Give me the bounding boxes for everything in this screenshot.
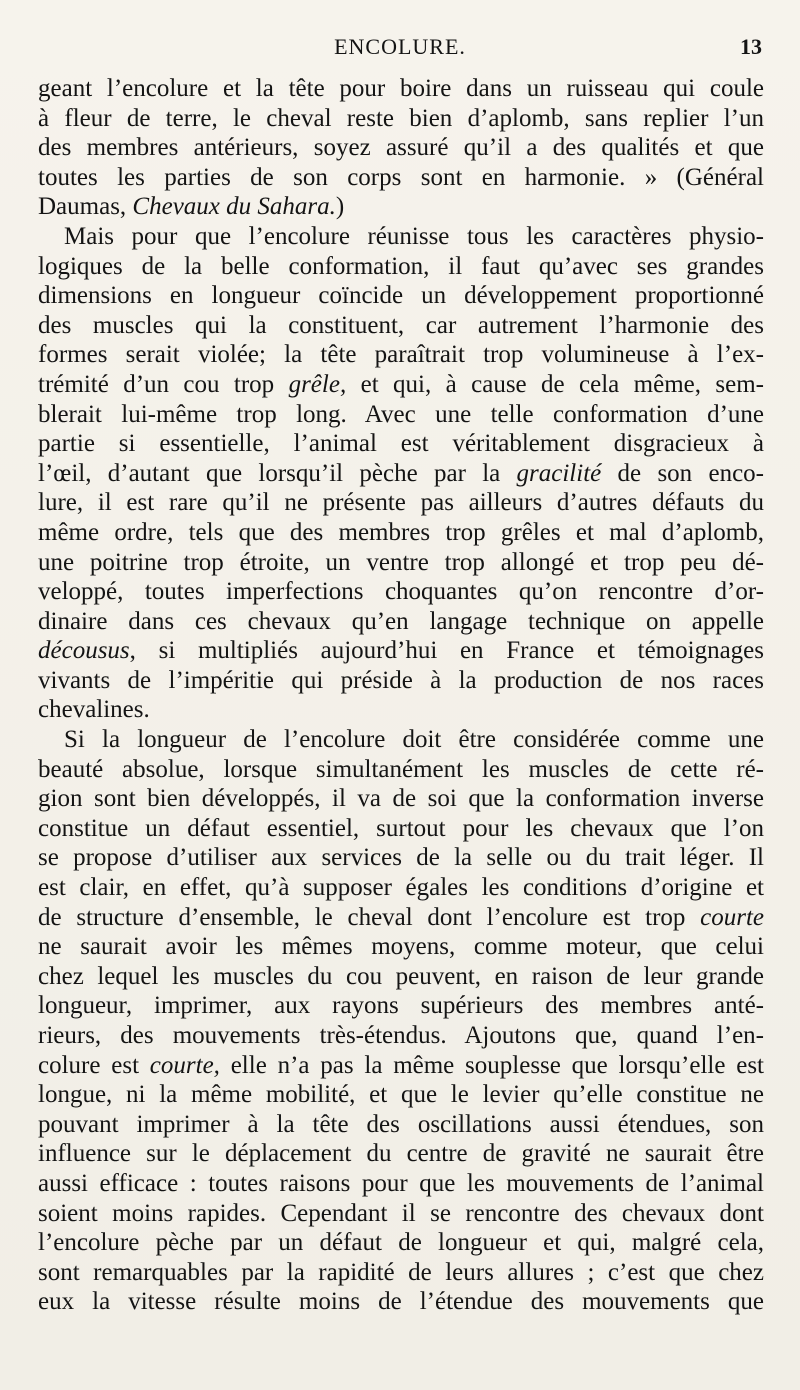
italic-text: gracilité (516, 459, 602, 487)
text-line (38, 340, 764, 370)
text-line (38, 429, 764, 459)
line-text: blerait lui-même trop long. Avec une telle conformation d’une (38, 400, 764, 428)
line-text: Mais pour que l’encolure réunisse tous les caractères physio- (64, 222, 764, 250)
line-text: geant l’encolure et la tête pour boire dans un ruisseau qui coule (38, 75, 764, 102)
text-line (38, 873, 764, 903)
line-text: même ordre, tels que des membres trop grêles et mal d’aplomb, (38, 518, 764, 546)
page-number: 13 (740, 34, 762, 59)
line-text: lure, il est rare qu’il ne présente pas ailleurs d’autres défauts du (38, 489, 764, 517)
body-text (38, 74, 764, 1317)
text-line (38, 607, 764, 637)
text-line (38, 903, 764, 933)
line-text: constitue un défaut essentiel, surtout pour les chevaux que l’on (38, 814, 764, 842)
text-line (38, 725, 764, 755)
line-text: Si la longueur de l’encolure doit être considérée comme une (64, 726, 764, 754)
text-line (38, 1287, 764, 1317)
line-text: sont remarquables par la rapidité de leurs allures ; c’est que chez (38, 1258, 764, 1286)
text-line (38, 222, 764, 252)
text-line (38, 133, 764, 163)
line-text: dimensions en longueur coïncide un développement proportionné (38, 282, 764, 310)
text-line (38, 1021, 764, 1051)
text-line (38, 755, 764, 785)
line-text: rieurs, des mouvements très-étendus. Ajoutons que, quand l’en- (38, 1022, 764, 1049)
line-text: des muscles qui la constituent, car autrement l’harmonie des (38, 311, 764, 339)
text-line (38, 1080, 764, 1110)
line-text: vivants de l’impéritie qui préside à la production de nos races (38, 666, 764, 694)
text-line (38, 932, 764, 962)
line-text: est clair, en effet, qu’à supposer égales les conditions d’origine et (38, 874, 764, 902)
line-text: longueur, imprimer, aux rayons supérieurs des membres anté- (38, 992, 764, 1020)
text-line (38, 1139, 764, 1169)
running-head: ENCOLURE. (334, 34, 466, 59)
text-line (38, 991, 764, 1021)
text-line (38, 577, 764, 607)
text-line (38, 1258, 764, 1288)
line-text: toutes les parties de son corps sont en harmonie. » (Général (38, 163, 764, 191)
text-line (38, 695, 764, 725)
text-line (38, 666, 764, 696)
text-line (38, 1051, 764, 1081)
text-line (38, 104, 764, 134)
page-header (0, 30, 800, 64)
line-text: pouvant imprimer à la tête des oscillations aussi étendues, son (38, 1110, 764, 1138)
text-line (38, 370, 764, 400)
line-text: partie si essentielle, l’animal est véritablement disgracieux à (38, 430, 764, 458)
line-text: trémité d’un cou trop (38, 370, 289, 398)
line-text: se propose d’utiliser aux services de la selle ou du trait léger. Il (38, 844, 764, 872)
line-text: à fleur de terre, le cheval reste bien d’aplomb, sans replier l’un (38, 104, 764, 132)
line-text: chez lequel les muscles du cou peuvent, en raison de leur grande (38, 962, 764, 990)
line-text: dinaire dans ces chevaux qu’en langage technique on appelle (38, 607, 764, 635)
line-text: colure est (38, 1051, 150, 1079)
line-text: ne saurait avoir les mêmes moyens, comme moteur, que celui (38, 933, 764, 961)
line-text: formes serait violée; la tête paraîtrait trop volumineuse à l’ex- (38, 341, 764, 369)
line-text: de structure d’ensemble, le cheval dont l’encolure est trop (38, 903, 701, 931)
text-line (38, 311, 764, 341)
text-line (38, 1110, 764, 1140)
text-line (38, 281, 764, 311)
italic-text: grêle, (288, 370, 347, 398)
line-text-after: de son enco- (601, 459, 764, 487)
text-line (38, 518, 764, 548)
line-text: l’œil, d’autant que lorsqu’il pèche par la (38, 459, 517, 487)
text-line (38, 548, 764, 578)
line-text: beauté absolue, lorsque simultanément les muscles de cette ré- (38, 755, 764, 783)
line-text: longue, ni la même mobilité, et que le levier qu’elle constitue ne (38, 1081, 764, 1109)
line-text: soient moins rapides. Cependant il se rencontre des chevaux dont (38, 1199, 764, 1227)
line-text: logiques de la belle conformation, il faut qu’avec ses grandes (38, 252, 764, 280)
text-line (38, 1228, 764, 1258)
text-line (38, 252, 764, 282)
line-text: Daumas, (38, 193, 133, 221)
line-text: chevalines. (38, 696, 150, 724)
text-line (38, 636, 764, 666)
text-line (38, 459, 764, 489)
line-text: des membres antérieurs, soyez assuré qu’il a des qualités et que (38, 134, 764, 162)
text-line (38, 784, 764, 814)
italic-text: Chevaux du Sahara. (132, 193, 336, 221)
text-line (38, 192, 764, 222)
line-text: gion sont bien développés, il va de soi que la conformation inverse (38, 785, 764, 813)
text-line (38, 400, 764, 430)
line-text: l’encolure pèche par un défaut de longueur et qui, malgré cela, (38, 1229, 764, 1257)
text-line (38, 814, 764, 844)
line-text-after: elle n’a pas la même souplesse que lorsqu’elle est (219, 1051, 764, 1079)
text-line (38, 1169, 764, 1199)
text-line (38, 1199, 764, 1229)
italic-text: décousus (38, 637, 130, 665)
line-text: influence sur le déplacement du centre de gravité ne saurait être (38, 1140, 764, 1168)
text-line (38, 843, 764, 873)
line-text-after: ) (335, 193, 345, 221)
italic-text: courte (700, 903, 764, 931)
text-line (38, 74, 764, 104)
line-text-after: , si multipliés aujourd’hui en France et témoignages (129, 637, 764, 665)
italic-text: courte, (149, 1051, 220, 1079)
line-text: veloppé, toutes imperfections choquantes qu’on rencontre d’or- (38, 578, 764, 606)
text-line (38, 163, 764, 193)
text-line (38, 962, 764, 992)
text-line (38, 488, 764, 518)
line-text: une poitrine trop étroite, un ventre trop allongé et trop peu dé- (38, 548, 764, 576)
line-text: aussi efficace : toutes raisons pour que les mouvements de l’animal (38, 1169, 764, 1197)
line-text-after: et qui, à cause de cela même, sem- (346, 370, 764, 398)
line-text: eux la vitesse résulte moins de l’étendue des mouvements que (38, 1288, 764, 1316)
